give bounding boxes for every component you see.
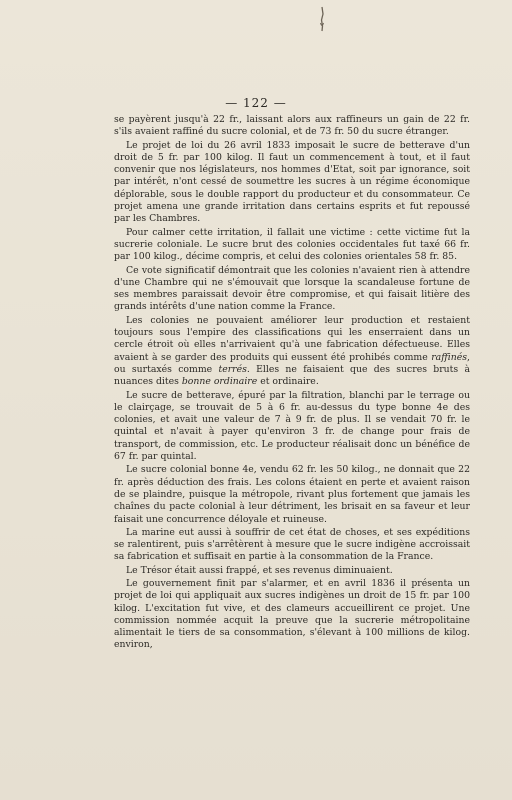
paragraph-p2: [114, 140, 470, 226]
paragraph-p1: [114, 114, 470, 139]
text-run: . Elles ne faisaient que des sucres bruts à nuances dites: [114, 363, 471, 388]
italic-term: raffinés: [431, 351, 468, 363]
page-number: — 122 —: [225, 96, 287, 110]
ink-mark-icon: [318, 6, 326, 32]
text-run: et ordinaire.: [257, 376, 319, 388]
italic-term: terrés: [218, 363, 247, 375]
italic-term: bonne ordinaire: [181, 376, 258, 388]
text-run: Le sucre colonial bonne 4e, vendu 62 fr. les 50 kilog., ne donnait que 22 fr. après déduction des frais. Les colons étaient en perte et avaient raison de se plaindre, puisque la métropole, rivant plus fortement que jamais les chaînes du pacte colonial à leur détriment, les brisait en sa faveur et leur faisait une concurrence déloyale et ruineuse.: [114, 464, 470, 525]
paragraph-p5: [114, 315, 470, 389]
paragraph-p7: [114, 464, 470, 525]
paragraph-p3: [114, 227, 470, 264]
paragraph-p4: [114, 265, 470, 314]
text-run: Le sucre de betterave, épuré par la filtration, blanchi par le terrage ou le clairçage, se trouvait de 5 à 6 fr. au-dessus du type bonne 4e des colonies, et avait une valeur de 7 à 9 fr. de plus. Il se vendait 70 fr. le quintal et n'avait à payer qu'environ 3 fr. de change pour frais de transport, de commission, etc. Le producteur réalisait donc un bénéfice de 67 fr. par quintal.: [114, 389, 470, 463]
text-run: Le Trésor était aussi frappé, et ses revenus diminuaient.: [126, 564, 393, 576]
paragraph-p10: [114, 578, 470, 652]
text-run: , ou surtaxés comme: [114, 351, 470, 375]
text-run: Les colonies ne pouvaient améliorer leur production et restaient toujours sous l'empire des classifications qui les enserraient dans un cercle étroit où elles n'arrivaient qu'à une fabrication défectueuse. Elles avaient à se garder des produits qui eussent été prohibés comme: [114, 314, 470, 363]
text-run: Le projet de loi du 26 avril 1833 imposait le sucre de betterave d'un droit de 5 fr. par 100 kilog. Il faut un commencement à tout, et il faut convenir que nos législateurs, nos hommes d'Etat, soit par ignorance, soit par intérêt, n'ont cessé de soumettre les sucres à un régime économique déplorable, sous le double rapport du producteur et du consommateur. Ce projet amena une grande irritation dans certains esprits et fut repoussé par les Chambres.: [114, 139, 470, 225]
paragraph-p9: [114, 565, 470, 577]
paragraph-p8: [114, 527, 470, 564]
text-run: Pour calmer cette irritation, il fallait une victime : cette victime fut la sucrerie coloniale. Le sucre brut des colonies occidentales fut taxé 66 fr. par 100 kilog., décime compris, et celui des colonies orientales 58 fr. 85.: [114, 226, 470, 263]
paragraph-p6: [114, 390, 470, 464]
text-run: La marine eut aussi à souffrir de cet état de choses, et ses expéditions se ralentirent, puis s'arrêtèrent à mesure que le sucre indigène accroissait sa fabrication et suffisait en partie à la consommation de la France.: [114, 526, 470, 563]
text-run: Le gouvernement finit par s'alarmer, et en avril 1836 il présenta un projet de loi qui appliquait aux sucres indigènes un droit de 15 fr. par 100 kilog. L'excitation fut vive, et des clameurs accueillirent ce projet. Une commission nommée acquit la preuve que la sucrerie métropolitaine alimentait le tiers de sa consommation, s'élevant à 100 millions de kilog. environ,: [114, 577, 470, 651]
text-run: Ce vote significatif démontrait que les colonies n'avaient rien à attendre d'une Chambre qui ne s'émouvait que lorsque la scandaleuse fortune de ses membres paraissait devoir être compromise, et qui faisait litière des grands intérêts d'une nation comme la France.: [114, 264, 470, 313]
text-run: se payèrent jusqu'à 22 fr., laissant alors aux raffineurs un gain de 22 fr. s'ils avaient raffiné du sucre colonial, et de 73 fr. 50 du sucre étranger.: [114, 114, 470, 138]
body-text: [114, 114, 470, 653]
